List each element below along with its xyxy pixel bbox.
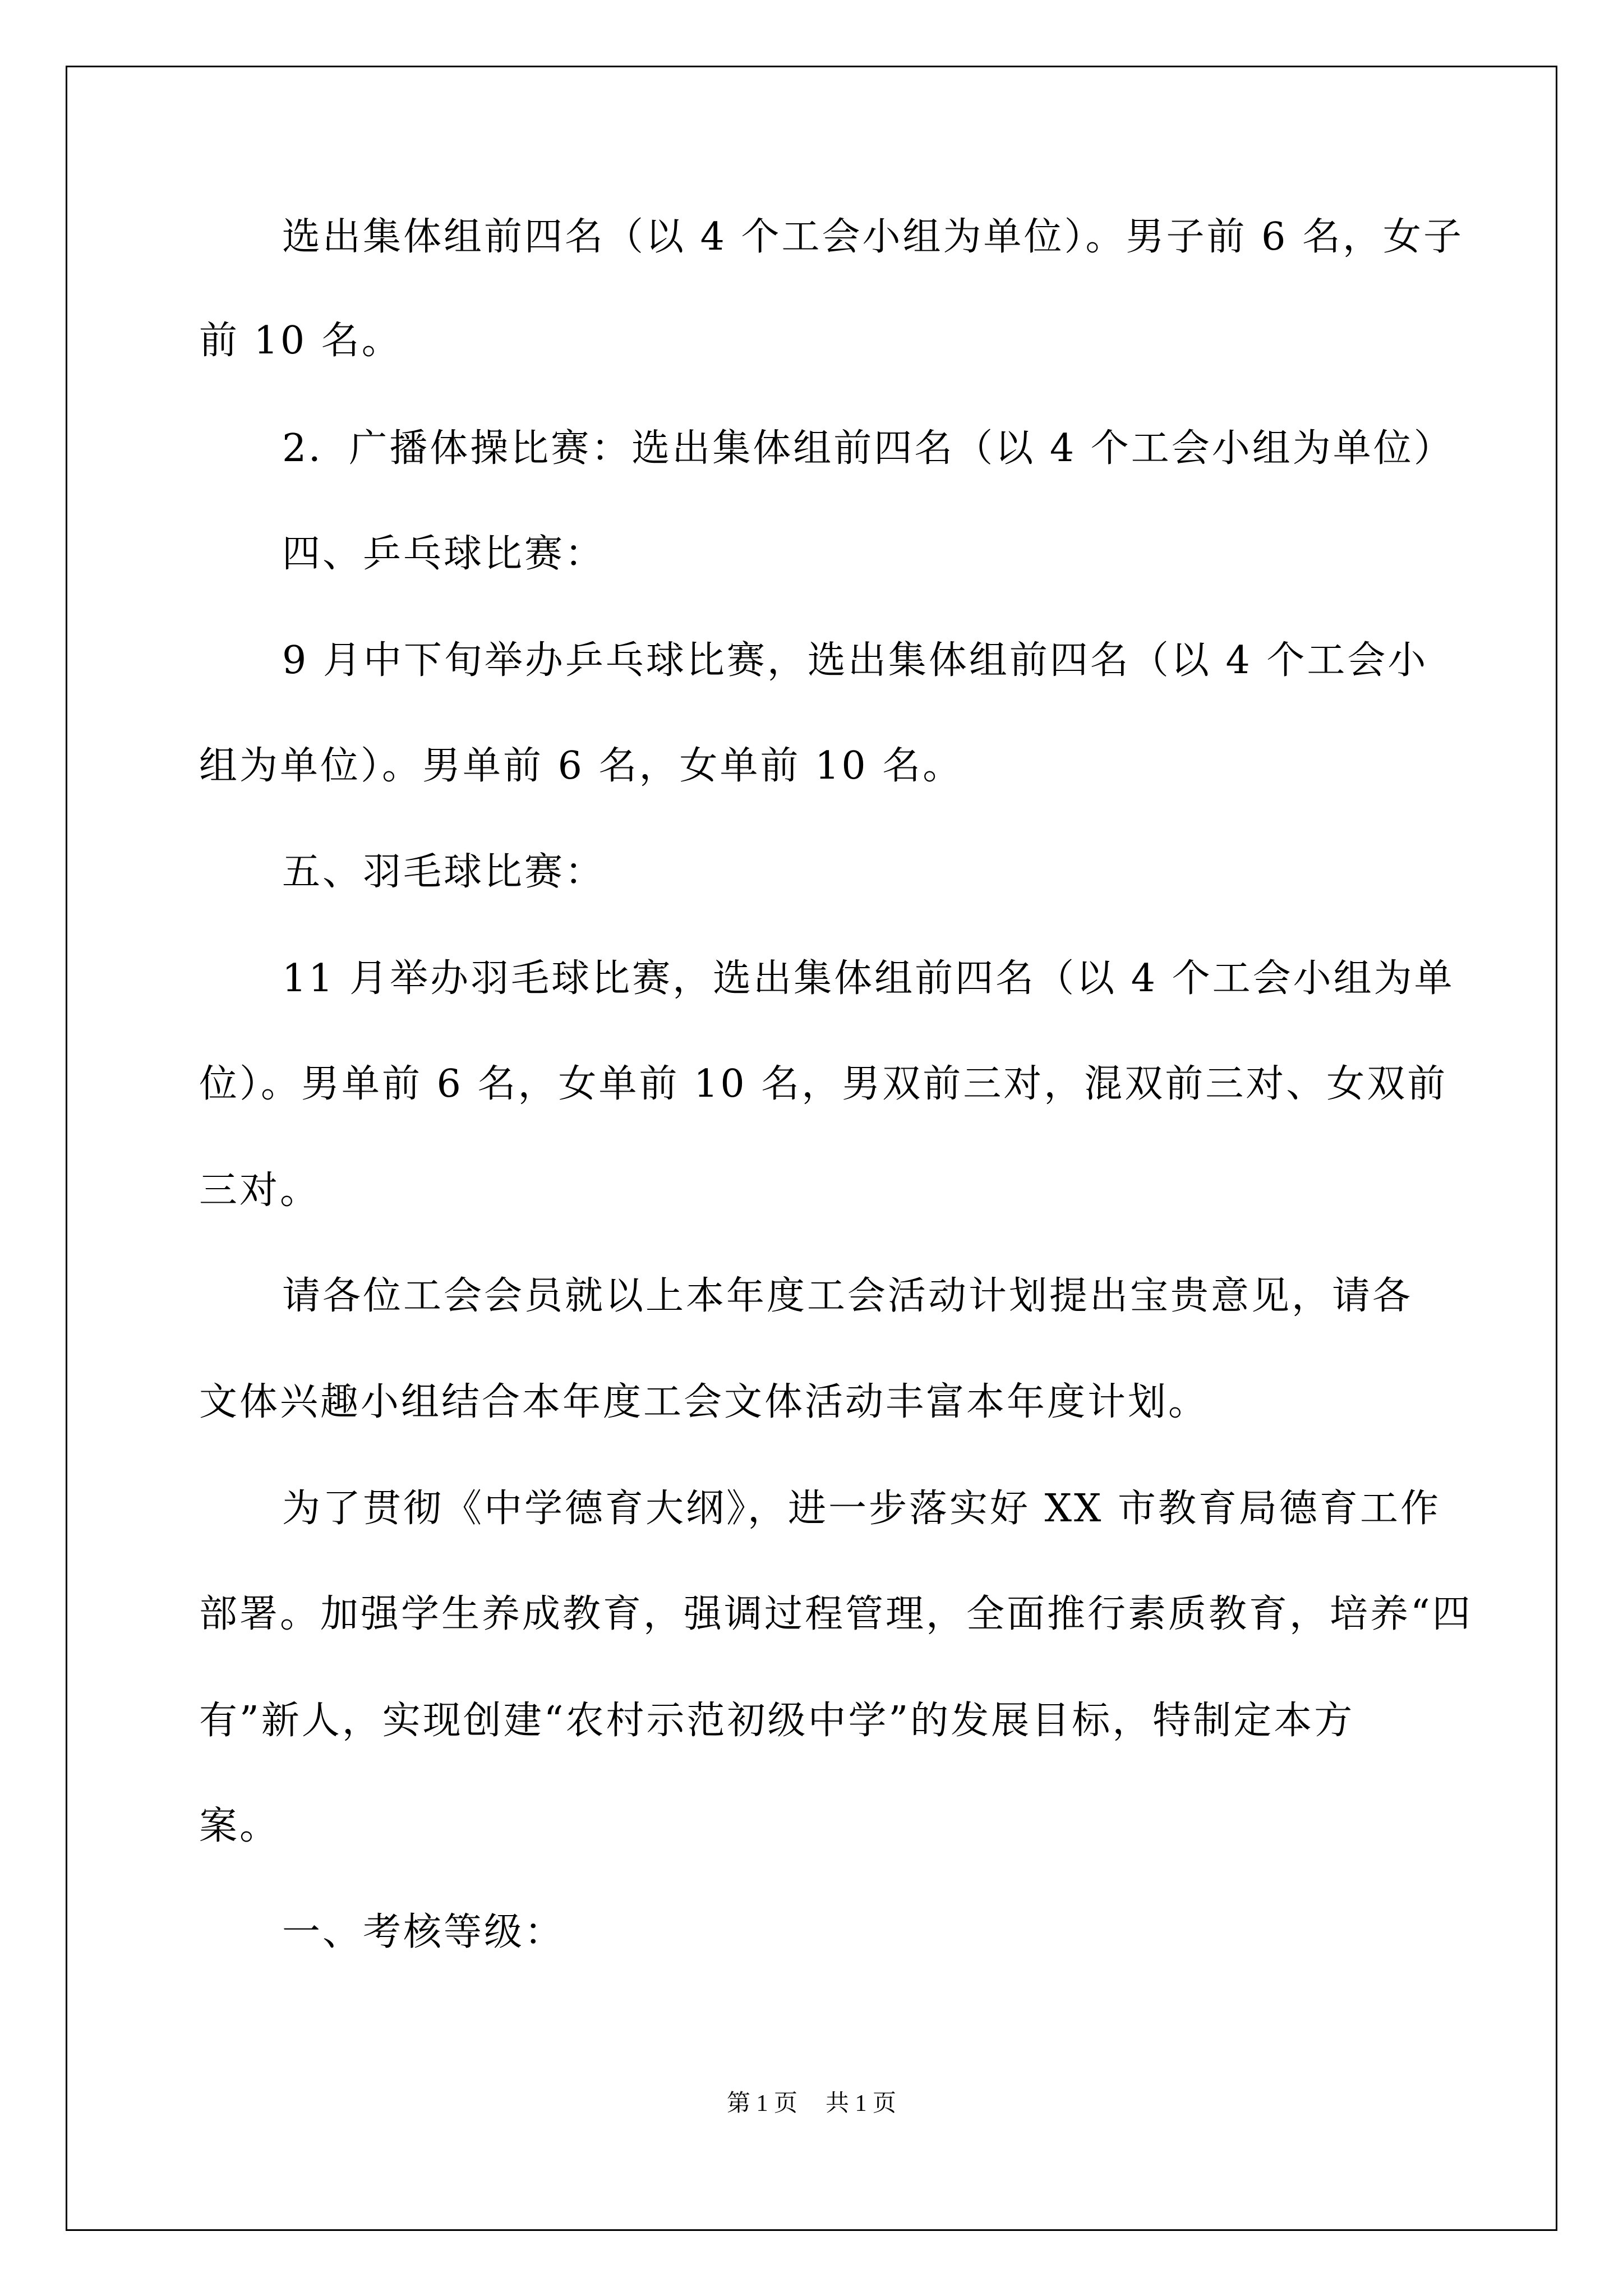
paragraph-line: 有”新人，实现创建“农村示范初级中学”的发展目标，特制定本方 [199,1699,1355,1743]
paragraph-line: 位）。男单前 6 名，女单前 10 名，男双前三对，混双前三对、女双前 [199,1062,1448,1106]
paragraph-line: 11 月举办羽毛球比赛，选出集体组前四名（以 4 个工会小组为单 [282,956,1455,1001]
paragraph-line: 组为单位）。男单前 6 名，女单前 10 名。 [199,744,963,788]
page-total: 共 1 页 [826,2091,897,2116]
paragraph-line: 三对。 [199,1168,321,1213]
paragraph-line: 请各位工会会员就以上本年度工会活动计划提出宝贵意见，请各 [282,1274,1413,1318]
section-heading: 四、乒乓球比赛： [282,532,606,576]
paragraph-line: 案。 [199,1804,280,1848]
paragraph-line: 选出集体组前四名（以 4 个工会小组为单位）。男子前 6 名，女子 [282,215,1464,259]
paragraph-line: 9 月中下旬举办乒乓球比赛，选出集体组前四名（以 4 个工会小 [282,638,1428,683]
paragraph-line: 部署。加强学生养成教育，强调过程管理，全面推行素质教育，培养“四 [199,1592,1473,1636]
paragraph-line: 前 10 名。 [199,319,402,363]
section-heading: 一、考核等级： [282,1910,565,1954]
page-number: 第 1 页 [726,2091,797,2116]
paragraph-line: 2．广播体操比赛：选出集体组前四名（以 4 个工会小组为单位） [282,426,1454,471]
page-footer [0,2087,1623,2120]
section-heading: 五、羽毛球比赛： [282,850,606,894]
paragraph-line: 为了贯彻《中学德育大纲》，进一步落实好 XX 市教育局德育工作 [282,1487,1441,1531]
paragraph-line: 文体兴趣小组结合本年度工会文体活动丰富本年度计划。 [199,1380,1209,1424]
